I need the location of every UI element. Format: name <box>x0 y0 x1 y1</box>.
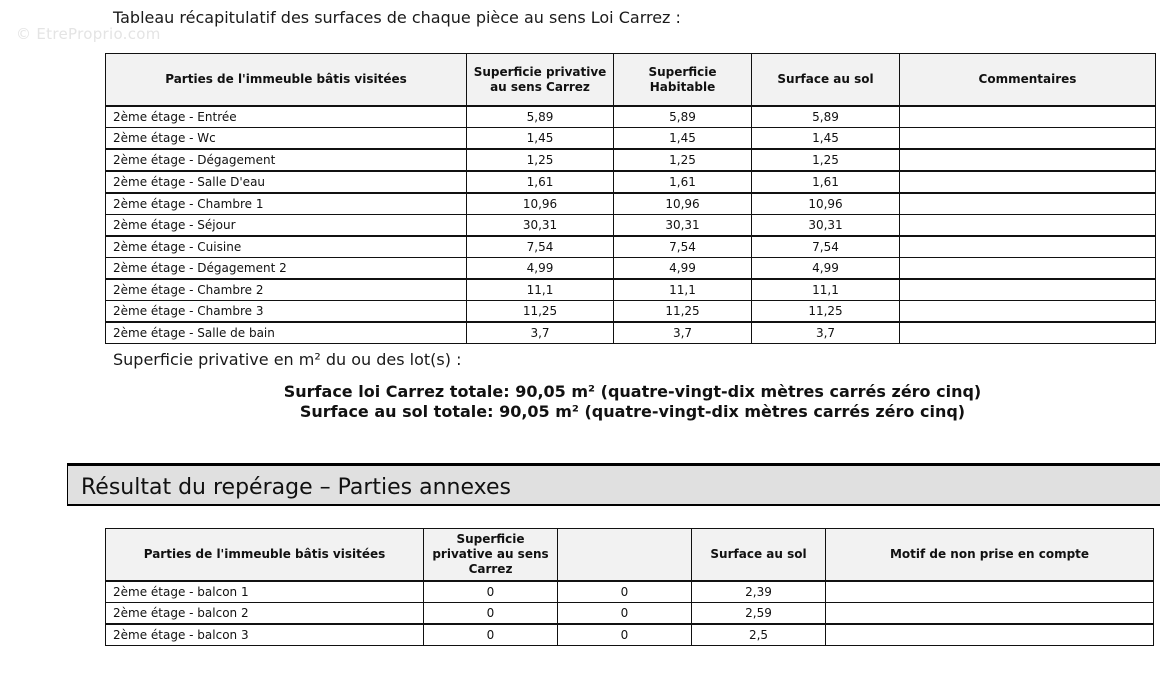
header-blank <box>558 529 692 582</box>
header-piece: Parties de l'immeuble bâtis visitées <box>106 529 424 582</box>
header-habitable: Superficie Habitable <box>614 54 752 107</box>
table-row <box>106 215 1156 237</box>
cell-piece: 2ème étage - balcon 1 <box>106 581 424 603</box>
header-sol: Surface au sol <box>752 54 900 107</box>
cell-carrez: 0 <box>424 603 558 625</box>
cell-sol: 2,59 <box>692 603 826 625</box>
cell-commentaire <box>900 193 1156 215</box>
cell-habitable: 1,45 <box>614 128 752 150</box>
cell-commentaire <box>900 171 1156 193</box>
cell-sol: 11,25 <box>752 301 900 323</box>
cell-habitable: 10,96 <box>614 193 752 215</box>
cell-sol: 11,1 <box>752 279 900 301</box>
cell-sol: 3,7 <box>752 322 900 344</box>
table-row <box>106 193 1156 215</box>
cell-commentaire <box>900 215 1156 237</box>
table-header-row <box>106 529 1154 582</box>
header-sol: Surface au sol <box>692 529 826 582</box>
cell-sol: 5,89 <box>752 106 900 128</box>
cell-carrez: 11,1 <box>467 279 614 301</box>
cell-piece: 2ème étage - Chambre 1 <box>106 193 467 215</box>
table-row <box>106 106 1156 128</box>
cell-carrez: 7,54 <box>467 236 614 258</box>
cell-habitable: 7,54 <box>614 236 752 258</box>
cell-piece: 2ème étage - Chambre 2 <box>106 279 467 301</box>
intro-text: Tableau récapitulatif des surfaces de chaque pièce au sens Loi Carrez : <box>113 8 681 27</box>
cell-carrez: 3,7 <box>467 322 614 344</box>
table-row <box>106 322 1156 344</box>
cell-commentaire <box>900 301 1156 323</box>
cell-col3: 0 <box>558 581 692 603</box>
table-row <box>106 581 1154 603</box>
cell-sol: 1,45 <box>752 128 900 150</box>
header-commentaires: Commentaires <box>900 54 1156 107</box>
annex-surface-table <box>105 528 1154 646</box>
table-row <box>106 603 1154 625</box>
cell-habitable: 11,1 <box>614 279 752 301</box>
cell-carrez: 4,99 <box>467 258 614 280</box>
cell-motif <box>826 624 1154 646</box>
table-row <box>106 258 1156 280</box>
cell-sol: 4,99 <box>752 258 900 280</box>
cell-motif <box>826 603 1154 625</box>
cell-commentaire <box>900 236 1156 258</box>
cell-commentaire <box>900 149 1156 171</box>
cell-commentaire <box>900 258 1156 280</box>
summary-label: Superficie privative en m² du ou des lot(s) : <box>113 350 462 369</box>
section-title: Résultat du repérage – Parties annexes <box>81 475 511 500</box>
header-carrez: Superficie privative au sens Carrez <box>467 54 614 107</box>
cell-carrez: 1,61 <box>467 171 614 193</box>
cell-piece: 2ème étage - Dégagement <box>106 149 467 171</box>
cell-sol: 2,39 <box>692 581 826 603</box>
table-row <box>106 301 1156 323</box>
cell-carrez: 1,25 <box>467 149 614 171</box>
cell-commentaire <box>900 279 1156 301</box>
cell-carrez: 30,31 <box>467 215 614 237</box>
header-motif: Motif de non prise en compte <box>826 529 1154 582</box>
cell-col3: 0 <box>558 624 692 646</box>
cell-carrez: 5,89 <box>467 106 614 128</box>
cell-piece: 2ème étage - Cuisine <box>106 236 467 258</box>
cell-carrez: 0 <box>424 581 558 603</box>
cell-habitable: 1,61 <box>614 171 752 193</box>
cell-sol: 2,5 <box>692 624 826 646</box>
cell-piece: 2ème étage - balcon 2 <box>106 603 424 625</box>
watermark: © EtreProprio.com <box>16 25 161 43</box>
cell-piece: 2ème étage - Dégagement 2 <box>106 258 467 280</box>
totals-block <box>0 382 1160 422</box>
cell-piece: 2ème étage - Salle de bain <box>106 322 467 344</box>
cell-habitable: 3,7 <box>614 322 752 344</box>
table-row <box>106 128 1156 150</box>
cell-commentaire <box>900 322 1156 344</box>
table-header-row <box>106 54 1156 107</box>
cell-carrez: 1,45 <box>467 128 614 150</box>
header-piece: Parties de l'immeuble bâtis visitées <box>106 54 467 107</box>
cell-piece: 2ème étage - Entrée <box>106 106 467 128</box>
cell-commentaire <box>900 128 1156 150</box>
table-row <box>106 236 1156 258</box>
cell-carrez: 0 <box>424 624 558 646</box>
cell-piece: 2ème étage - Séjour <box>106 215 467 237</box>
cell-piece: 2ème étage - Wc <box>106 128 467 150</box>
cell-habitable: 11,25 <box>614 301 752 323</box>
cell-piece: 2ème étage - Salle D'eau <box>106 171 467 193</box>
cell-carrez: 11,25 <box>467 301 614 323</box>
carrez-surface-table <box>105 53 1156 344</box>
table-row <box>106 624 1154 646</box>
cell-sol: 30,31 <box>752 215 900 237</box>
total-carrez: Surface loi Carrez totale: 90,05 m² (quatre-vingt-dix mètres carrés zéro cinq) <box>283 382 982 401</box>
cell-habitable: 5,89 <box>614 106 752 128</box>
cell-commentaire <box>900 106 1156 128</box>
cell-sol: 10,96 <box>752 193 900 215</box>
table-row <box>106 279 1156 301</box>
cell-piece: 2ème étage - Chambre 3 <box>106 301 467 323</box>
cell-sol: 7,54 <box>752 236 900 258</box>
cell-sol: 1,25 <box>752 149 900 171</box>
header-carrez: Superficie privative au sens Carrez <box>424 529 558 582</box>
section-header <box>67 463 1160 506</box>
cell-motif <box>826 581 1154 603</box>
cell-habitable: 4,99 <box>614 258 752 280</box>
cell-habitable: 1,25 <box>614 149 752 171</box>
total-sol: Surface au sol totale: 90,05 m² (quatre-vingt-dix mètres carrés zéro cinq) <box>299 402 966 421</box>
cell-carrez: 10,96 <box>467 193 614 215</box>
cell-col3: 0 <box>558 603 692 625</box>
cell-sol: 1,61 <box>752 171 900 193</box>
cell-habitable: 30,31 <box>614 215 752 237</box>
table-row <box>106 171 1156 193</box>
cell-piece: 2ème étage - balcon 3 <box>106 624 424 646</box>
table-row <box>106 149 1156 171</box>
